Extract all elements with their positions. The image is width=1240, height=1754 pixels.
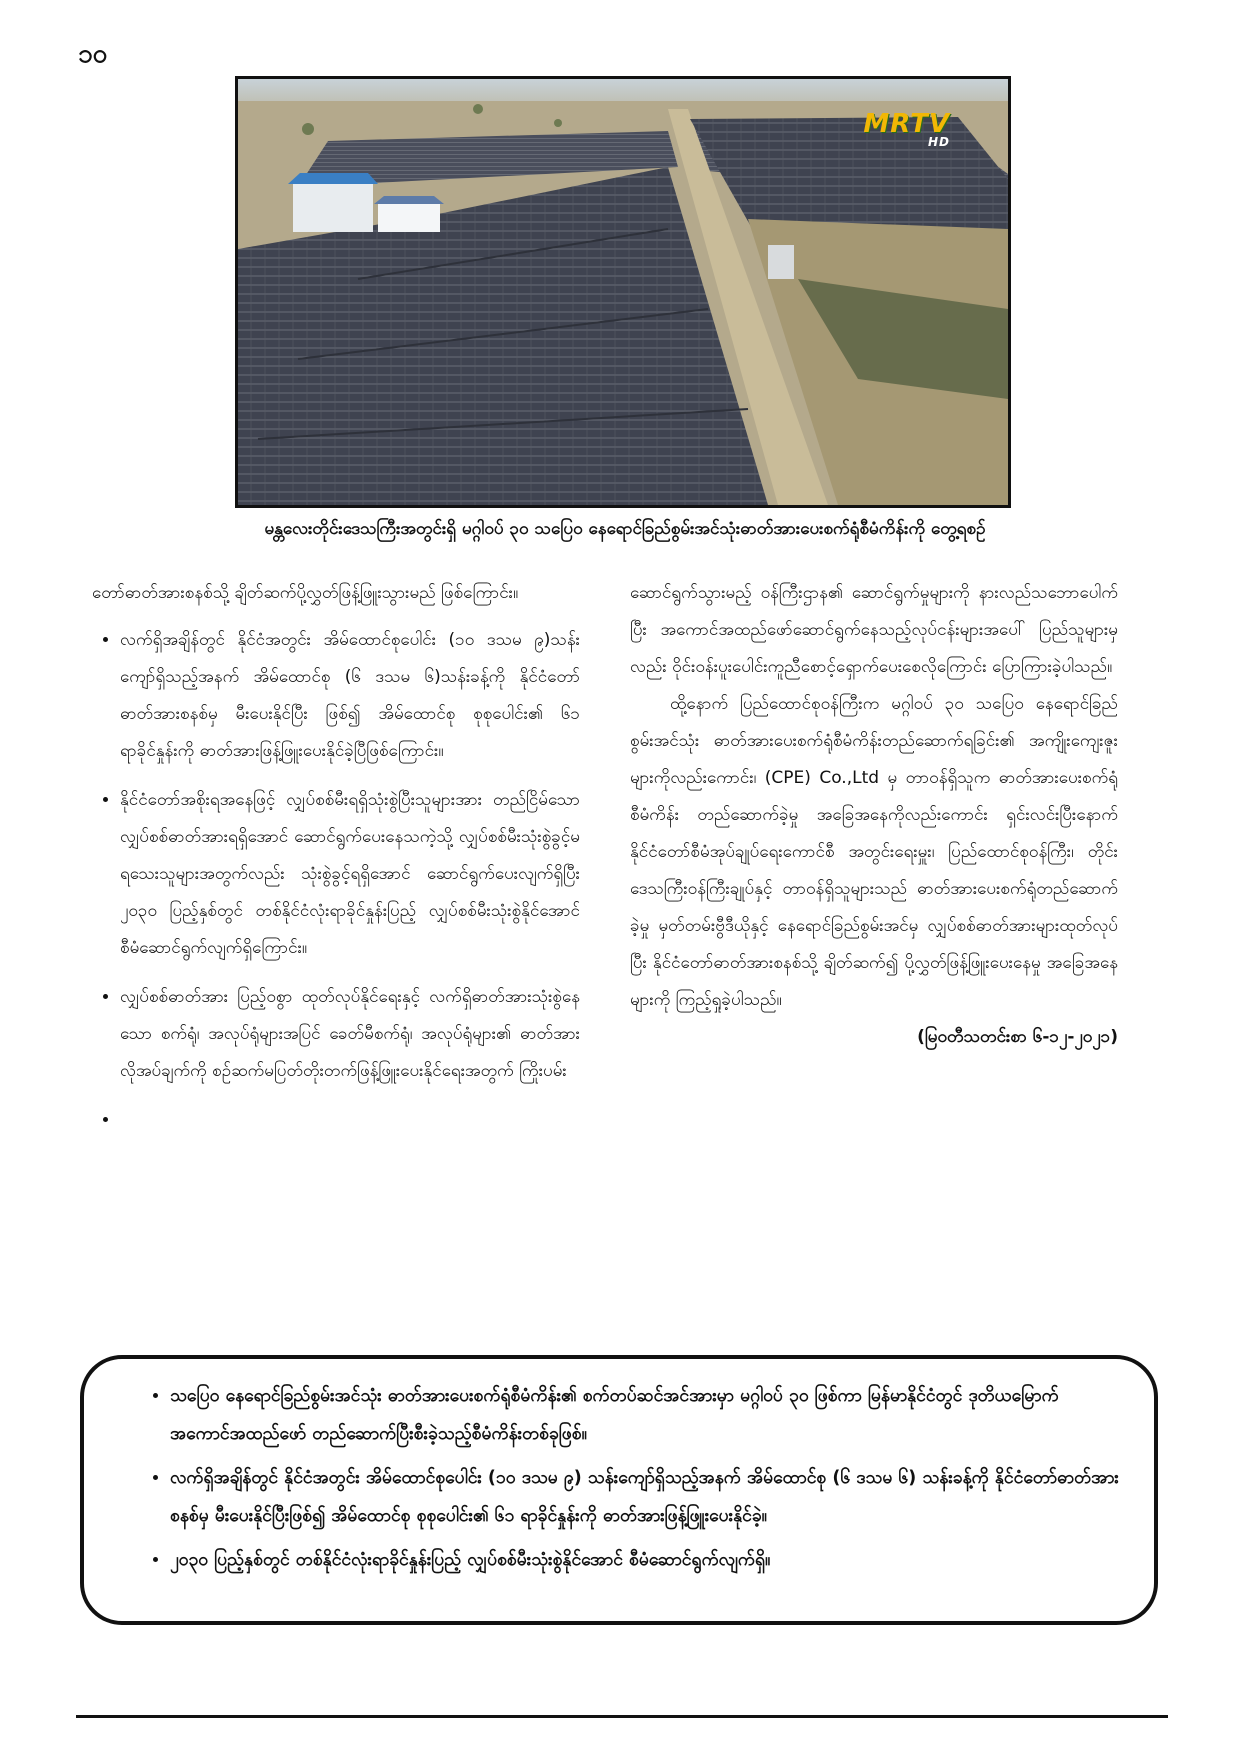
- left-bullet-item: • နိုင်ငံတော်အစိုးရအနေဖြင့် လျှပ်စစ်မီးရရှိသုံးစွဲပြီးသူများအား တည်ငြိမ်သော လျှပ်စစ်ဓာတ်အားရရှိအောင် ဆောင်ရွက်ပေးနေသကဲ့သို့ လျှပ်စစ်မီးသုံးစွဲခွင့်မရသေးသူများအတွက်လည်း သုံးစွဲခွင့်ရရှိအောင် ဆောင်ရွက်ပေးလျက်ရှိပြီး ၂၀၃၀ ပြည့်နှစ်တွင် တစ်နိုင်ငံလုံးရာခိုင်နှုန်းပြည့် လျှပ်စစ်မီးသုံးစွဲနိုင်အောင် စီမံဆောင်ရွက်လျက်ရှိကြောင်း။: [120, 782, 580, 967]
- summary-item: • သပြေဝ နေရောင်ခြည်စွမ်းအင်သုံး ဓာတ်အားပေးစက်ရုံစီမံကိန်း၏ စက်တပ်ဆင်အင်အားမှာ မဂ္ဂါဝပ် ၃၀ ဖြစ်ကာ မြန်မာနိုင်ငံတွင် ဒုတိယမြောက် အကောင်အထည်ဖော် တည်ဆောက်ပြီးစီးခဲ့သည့်စီမံကိန်းတစ်ခုဖြစ်။: [170, 1377, 1124, 1453]
- photo-caption: မန္တလေးတိုင်းဒေသကြီးအတွင်းရှိ မဂ္ဂါဝပ် ၃၀ သပြေဝ နေရောင်ခြည်စွမ်းအင်သုံးဓာတ်အားပေးစက်ရုံစီမံကိန်းကို တွေ့ရစဉ်: [264, 519, 986, 539]
- left-bullet-list: [92, 622, 580, 1139]
- footer-rule: [76, 1715, 1168, 1718]
- summary-item: • ၂၀၃၀ ပြည့်နှစ်တွင် တစ်နိုင်ငံလုံးရာခိုင်နှုန်းပြည့် လျှပ်စစ်မီးသုံးစွဲနိုင်အောင် စီမံဆောင်ရွက်လျက်ရှိ။: [170, 1541, 1124, 1579]
- right-column: [630, 575, 1118, 1056]
- left-bullet-item: [120, 1102, 580, 1139]
- summary-box: [80, 1355, 1158, 1625]
- summary-item: • လက်ရှိအချိန်တွင် နိုင်ငံအတွင်း အိမ်ထောင်စုပေါင်း (၁၀ ဒသမ ၉) သန်းကျော်ရှိသည့်အနက် အိမ်ထောင်စု (၆ ဒသမ ၆) သန်းခန့်ကို နိုင်ငံတော်ဓာတ်အားစနစ်မှ မီးပေးနိုင်ပြီးဖြစ်၍ အိမ်ထောင်စု စုစုပေါင်း၏ ၆၁ ရာခိုင်နှုန်းကို ဓာတ်အားဖြန့်ဖြူးပေးနိုင်ခဲ့။: [170, 1459, 1124, 1535]
- left-column: [92, 575, 580, 1151]
- news-source: (မြဝတီသတင်းစာ ၆-၁၂-၂၀၂၁): [917, 1027, 1118, 1047]
- left-bullet-item: • လျှပ်စစ်ဓာတ်အား ပြည့်ဝစွာ ထုတ်လုပ်နိုင်ရေးနှင့် လက်ရှိဓာတ်အားသုံးစွဲနေသော စက်ရုံ၊ အလုပ်ရုံများအပြင် ခေတ်မီစက်ရုံ၊ အလုပ်ရုံများ၏ ဓာတ်အားလိုအပ်ချက်ကို စဉ်ဆက်မပြတ်တိုးတက်ဖြန့်ဖြူးပေးနိုင်ရေးအတွက် ကြိုးပမ်း: [120, 979, 580, 1090]
- page-number: ၁၀: [78, 39, 108, 69]
- left-bullet-item: • လက်ရှိအချိန်တွင် နိုင်ငံအတွင်း အိမ်ထောင်စုပေါင်း (၁၀ ဒသမ ၉)သန်းကျော်ရှိသည့်အနက် အိမ်ထောင်စု (၆ ဒသမ ၆)သန်းခန့်ကို နိုင်ငံတော်ဓာတ်အားစနစ်မှ မီးပေးနိုင်ပြီး ဖြစ်၍ အိမ်ထောင်စု စုစုပေါင်း၏ ၆၁ ရာခိုင်နှုန်းကို ဓာတ်အားဖြန့်ဖြူးပေးနိုင်ခဲ့ပြီဖြစ်ကြောင်း။: [120, 622, 580, 770]
- left-intro-paragraph: တော်ဓာတ်အားစနစ်သို့ ချိတ်ဆက်ပို့လွှတ်ဖြန့်ဖြူးသွားမည် ဖြစ်ကြောင်း။: [92, 583, 519, 603]
- solar-farm-photo: [235, 76, 1011, 508]
- summary-list: [120, 1377, 1124, 1579]
- right-paragraph-2: ထို့နောက် ပြည်ထောင်စုဝန်ကြီးက မဂ္ဂါဝပ် ၃၀ သပြေဝ နေရောင်ခြည်စွမ်းအင်သုံး ဓာတ်အားပေးစက်ရုံစီမံကိန်းတည်ဆောက်ရခြင်း၏ အကျိုးကျေးဇူးများကိုလည်းကောင်း၊ (CPE) Co.,Ltd မှ တာဝန်ရှိသူက ဓာတ်အားပေးစက်ရုံစီမံကိန်း တည်ဆောက်ခဲ့မှု အခြေအနေကိုလည်းကောင်း ရှင်းလင်းပြီးနောက် နိုင်ငံတော်စီမံအုပ်ချုပ်ရေးကောင်စီ အတွင်းရေးမှူး၊ ပြည်ထောင်စုဝန်ကြီး၊ တိုင်းဒေသကြီးဝန်ကြီးချုပ်နှင့် တာဝန်ရှိသူများသည် ဓာတ်အားပေးစက်ရုံတည်ဆောက်ခဲ့မှု မှတ်တမ်းဗွီဒီယိုနှင့် နေရောင်ခြည်စွမ်းအင်မှ လျှပ်စစ်ဓာတ်အားများထုတ်လုပ်ပြီး နိုင်ငံတော်ဓာတ်အားစနစ်သို့ ချိတ်ဆက်၍ ပို့လွှတ်ဖြန့်ဖြူးပေးနေမှု အခြေအနေများကို ကြည့်ရှုခဲ့ပါသည်။: [630, 694, 1118, 1010]
- mrtv-logo: MRTV HD: [863, 109, 950, 149]
- right-paragraph-1: ဆောင်ရွက်သွားမည့် ဝန်ကြီးဌာန၏ ဆောင်ရွက်မှုများကို နားလည်သဘောပေါက်ပြီး အကောင်အထည်ဖော်ဆောင်ရွက်နေသည့်လုပ်ငန်းများအပေါ် ပြည်သူများမှလည်း ဝိုင်းဝန်းပူးပေါင်းကူညီစောင့်ရှောက်ပေးစေလိုကြောင်း ပြောကြားခဲ့ပါသည်။: [630, 583, 1118, 677]
